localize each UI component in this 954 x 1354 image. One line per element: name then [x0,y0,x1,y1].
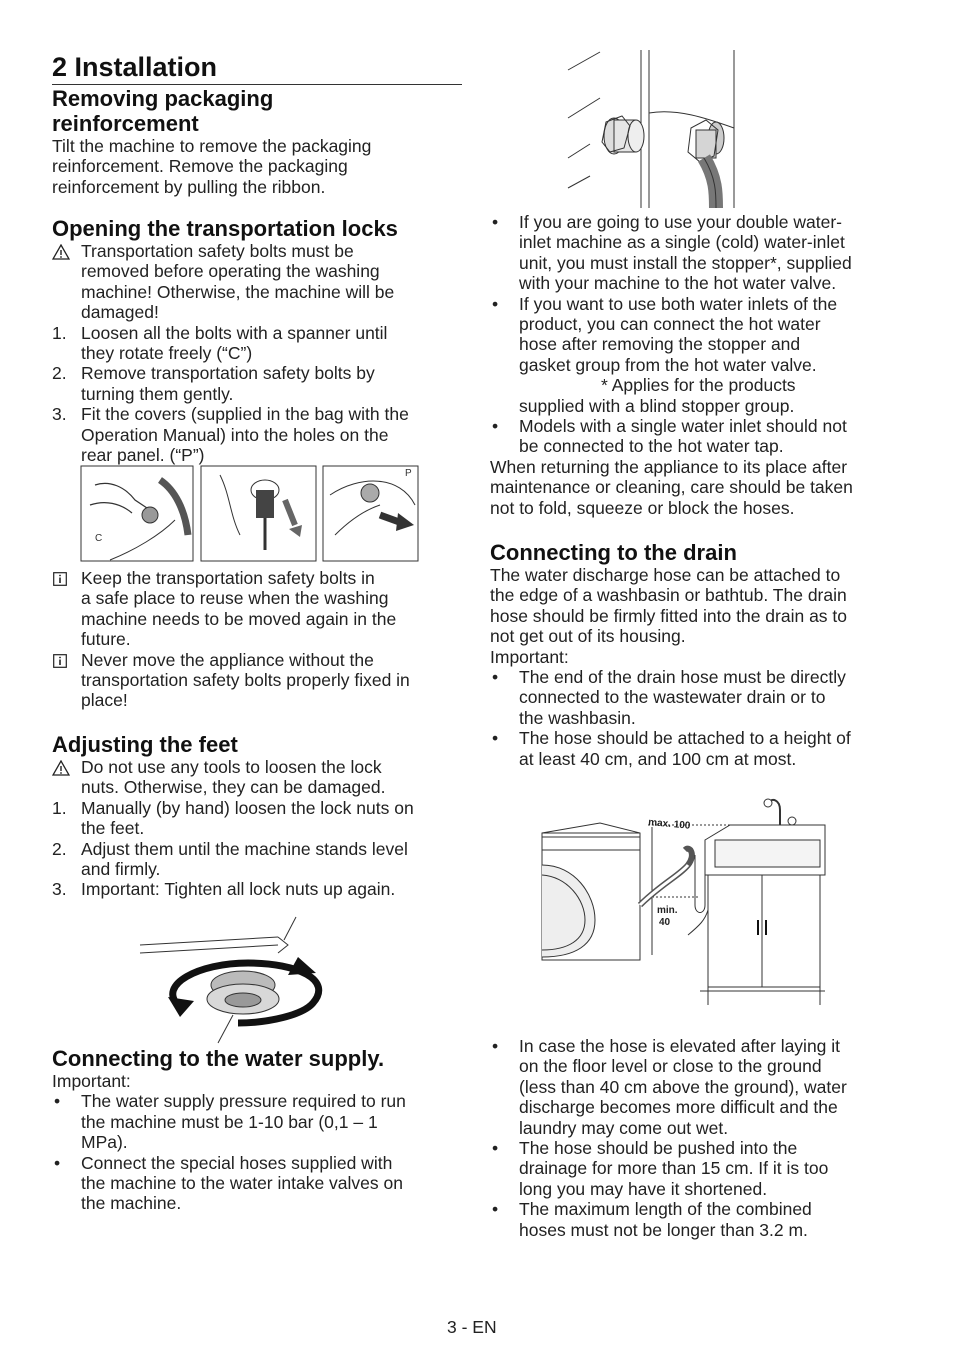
step-number: 3. [52,879,67,900]
text-line: (less than 40 cm above the ground), water [519,1076,847,1097]
text-line: The hose should be attached to a height of [519,728,851,749]
text-line: not to fold, squeeze or block the hoses. [490,497,795,518]
text-line: In case the hose is elevated after laying it [519,1036,841,1056]
text-line: Loosen all the bolts with a spanner until [81,322,388,343]
bullet: • [492,212,499,232]
text-line: Do not use any tools to loosen the lock [81,757,382,777]
bullet: • [492,728,499,749]
drain-notes [490,1036,902,1240]
text-line: they rotate freely (“C”) [81,343,253,364]
text-line: not get out of its housing. [490,626,686,647]
text-line: Operation Manual) into the holes on the [81,424,389,445]
heading-transport-locks: Opening the transportation locks [52,216,398,241]
warning-icon [52,244,70,260]
drain-hose-illustration [540,795,830,1007]
warning-note [52,241,462,323]
text-line: gasket group from the hot water valve. [519,354,817,375]
text-line: at least 40 cm, and 100 cm at most. [519,748,797,769]
text-line: The maximum length of the combined [519,1199,812,1220]
text-line: damaged! [81,302,159,323]
info-note-2 [52,650,462,711]
text-line: the machine must be 1-10 bar (0,1 – 1 [81,1111,378,1132]
step-1 [52,798,462,839]
text-line: nuts. Otherwise, they can be damaged. [81,777,386,798]
text-line: hose should be firmly fitted into the drain as to [490,605,848,626]
bullet-item [52,1153,462,1214]
text-line: The water supply pressure required to run [81,1091,406,1112]
section-transport-locks [52,216,462,465]
text-line: Remove transportation safety bolts by [81,363,375,384]
section-drain [490,540,902,769]
text-line: the feet. [81,818,145,839]
heading-line-1: Removing packaging [52,86,274,111]
text-line: with your machine to the hot water valve. [519,273,837,294]
heading-line-2: reinforcement [52,111,199,136]
text-line: Transportation safety bolts must be [81,241,354,261]
text-line: Keep the transportation safety bolts in [81,568,375,588]
text-line: drainage for more than 15 cm. If it is too [519,1158,829,1179]
text-line: hoses must not be longer than 3.2 m. [519,1219,808,1240]
page-number: 3 - EN [447,1317,497,1337]
text-line: The water discharge hose can be attached to [490,565,841,585]
min-height-label: min. [657,905,678,916]
bullet: • [492,293,499,314]
section-water-supply [52,1046,462,1214]
important-label: Important: [52,1071,131,1091]
text-line: Adjust them until the machine stands level [81,838,408,859]
text-line: connected to the wastewater drain or to [519,687,826,708]
step-3 [52,879,462,899]
text-line: Models with a single water inlet should not [519,416,847,437]
text-line: Tilt the machine to remove the packaging [52,136,372,156]
text-line: Fit the covers (supplied in the bag with the [81,404,409,425]
bullet: • [492,1199,499,1220]
text-line: reinforcement. Remove the packaging [52,156,348,177]
text-line: machine needs to be moved again in the [81,608,397,629]
text-line: the machine. [81,1193,182,1214]
text-line: a safe place to reuse when the washing [81,588,389,609]
info-icon [53,654,67,668]
footnote [490,375,902,416]
step-number: 3. [52,404,67,425]
bullet-item [52,1091,462,1152]
bullet-item [490,667,902,728]
heading-drain: Connecting to the drain [490,540,737,565]
bullet: • [492,667,499,688]
water-inlet-illustration [566,48,738,210]
bullet: • [492,416,499,437]
text-line: If you want to use both water inlets of the [519,293,838,314]
text-line: reinforcement by pulling the ribbon. [52,176,326,197]
text-line: unit, you must install the stopper*, supplied [519,252,852,273]
text-line: The hose should be pushed into the [519,1138,798,1159]
text-line: future. [81,629,131,650]
text-line: discharge becomes more difficult and the [519,1097,838,1118]
transport-bolts-illustration [80,465,420,563]
text-line: be connected to the hot water tap. [519,436,784,457]
step-number: 1. [52,322,67,343]
step-2 [52,839,462,880]
bullet-item [490,212,902,294]
bullet-item [490,1199,902,1240]
text-line: the edge of a washbasin or bathtub. The drain [490,585,847,606]
step-number: 1. [52,797,67,818]
bullet: • [492,1138,499,1159]
text-line: on the floor level or close to the ground [519,1056,822,1077]
text-line: inlet machine as a single (cold) water-inlet [519,232,845,253]
text-line: removed before operating the washing [81,261,380,282]
bullet-item [490,1036,902,1138]
heading-adjusting-feet: Adjusting the feet [52,732,238,757]
text-line: long you may have it shortened. [519,1178,768,1199]
section-removing-packaging [52,86,462,197]
min-height-value: 40 [659,917,671,928]
bullet-item [490,416,902,457]
section-adjusting-feet [52,732,462,900]
adjustable-foot-illustration [138,915,328,1045]
text-line: laundry may come out wet. [519,1117,729,1138]
text-line: the machine to the water intake valves on [81,1173,403,1194]
text-line: Manually (by hand) loosen the lock nuts on [81,797,414,818]
bullet-item [490,728,902,769]
text-line: turning them gently. [81,383,234,404]
text-line: If you are going to use your double water- [519,212,842,232]
text-line: place! [81,690,128,711]
step-number: 2. [52,363,67,384]
text-line: Never move the appliance without the [81,649,374,670]
warning-icon [52,760,70,776]
bullet: • [492,1036,499,1056]
text-line: maintenance or cleaning, care should be taken [490,477,853,498]
info-note-1 [52,568,462,650]
step-number: 2. [52,838,67,859]
text-line: the washbasin. [519,707,636,728]
bullet: • [54,1091,61,1112]
page-title: 2 Installation [52,50,462,85]
text-line: and firmly. [81,859,161,880]
returning-paragraph [490,457,902,518]
water-supply-continued [490,212,902,518]
text-line: Important: Tighten all lock nuts up again. [81,879,396,900]
text-line: machine! Otherwise, the machine will be [81,281,395,302]
text-line: transportation safety bolts properly fixed in [81,670,410,691]
figure-label-p: P [405,468,412,479]
removing-text [52,136,462,197]
text-line: hose after removing the stopper and [519,334,801,355]
figure-label-c: C [95,533,103,544]
text-line: supplied with a blind stopper group. [519,395,795,416]
info-notes [52,568,462,711]
warning-note [52,757,462,798]
max-height-label: max. 100 [647,817,691,832]
text-line: When returning the appliance to its place after [490,456,848,477]
step-2 [52,363,462,404]
bullet-item [490,294,902,376]
step-1 [52,323,462,364]
step-3 [52,404,462,465]
text-line: Connect the special hoses supplied with [81,1152,393,1173]
text-line: * Applies for the products [601,375,796,396]
important-label: Important: [490,646,569,667]
heading-removing-packaging [52,86,462,136]
bullet-item [490,1138,902,1199]
heading-water-supply: Connecting to the water supply. [52,1046,385,1071]
text-line: MPa). [81,1132,128,1153]
text-line: product, you can connect the hot water [519,314,821,335]
bullet: • [54,1152,61,1173]
text-line: rear panel. (“P”) [81,445,205,466]
info-icon [53,572,67,586]
text-line: The end of the drain hose must be directly [519,667,846,688]
